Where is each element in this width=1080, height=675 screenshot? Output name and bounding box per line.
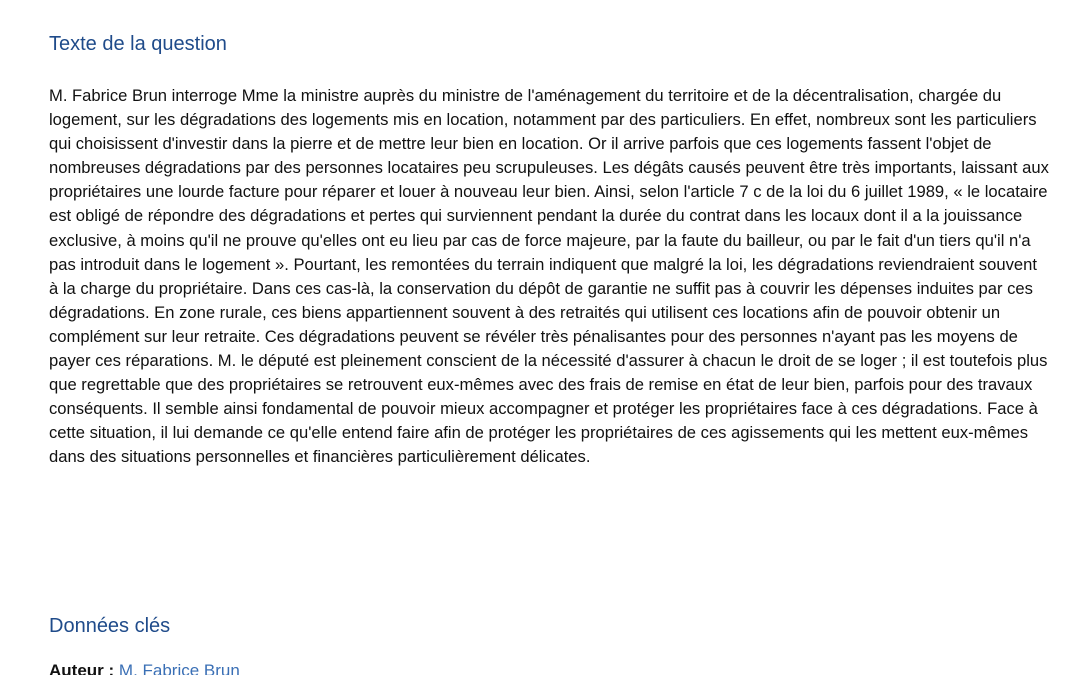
author-label: Auteur : xyxy=(49,661,115,675)
author-line xyxy=(49,661,240,675)
question-text: M. Fabrice Brun interroge Mme la ministre auprès du ministre de l'aménagement du territoire et de la décentralisation, chargée du logement, sur les dégradations des logements mis en location, notamment par des particuliers. En effet, nombreux sont les particuliers qui choisissent d'investir dans la pierre et de mettre leur bien en location. Or il arrive parfois que ces logements fassent l'objet de nombreuses dégradations par des personnes locataires peu scrupuleuses. Les dégâts causés peuvent être très importants, laissant aux propriétaires une lourde facture pour réparer et louer à nouveau leur bien. Ainsi, selon l'article 7 c de la loi du 6 juillet 1989, « le locataire est obligé de répondre des dégradations et pertes qui surviennent pendant la durée du contrat dans les locaux dont il a la jouissance exclusive, à moins qu'il ne prouve qu'elles ont eu lieu par cas de force majeure, par la faute du bailleur, ou par le fait d'un tiers qu'il n'a pas introduit dans le logement ». Pourtant, les remontées du terrain indiquent que malgré la loi, les dégradations reviendraient souvent à la charge du propriétaire. Dans ces cas-là, la conservation du dépôt de garantie ne suffit pas à couvrir les dépenses induites par ces dégradations. En zone rurale, ces biens appartiennent souvent à des retraités qui utilisent ces locations afin de pouvoir obtenir un complément sur leur retraite. Ces dégradations peuvent se révéler très pénalisantes pour des personnes n'ayant pas les moyens de payer ces réparations. M. le député est pleinement conscient de la nécessité d'assurer à chacun le droit de se loger ; il est toutefois plus que regrettable que des propriétaires se retrouvent eux-mêmes avec des frais de remise en état de leur bien, parfois pour des travaux conséquents. Il semble ainsi fondamental de pouvoir mieux accompagner et protéger les propriétaires face à ces dégradations. Face à cette situation, il lui demande ce qu'elle entend faire afin de protéger les propriétaires de ces agissements qui les mettent eux-mêmes dans des situations personnelles et financières particulièrement délicates. xyxy=(49,86,1049,467)
author-link[interactable]: M. Fabrice Brun xyxy=(118,661,240,675)
key-data-section-title: Données clés xyxy=(49,615,171,637)
question-section-title: Texte de la question xyxy=(49,33,227,55)
